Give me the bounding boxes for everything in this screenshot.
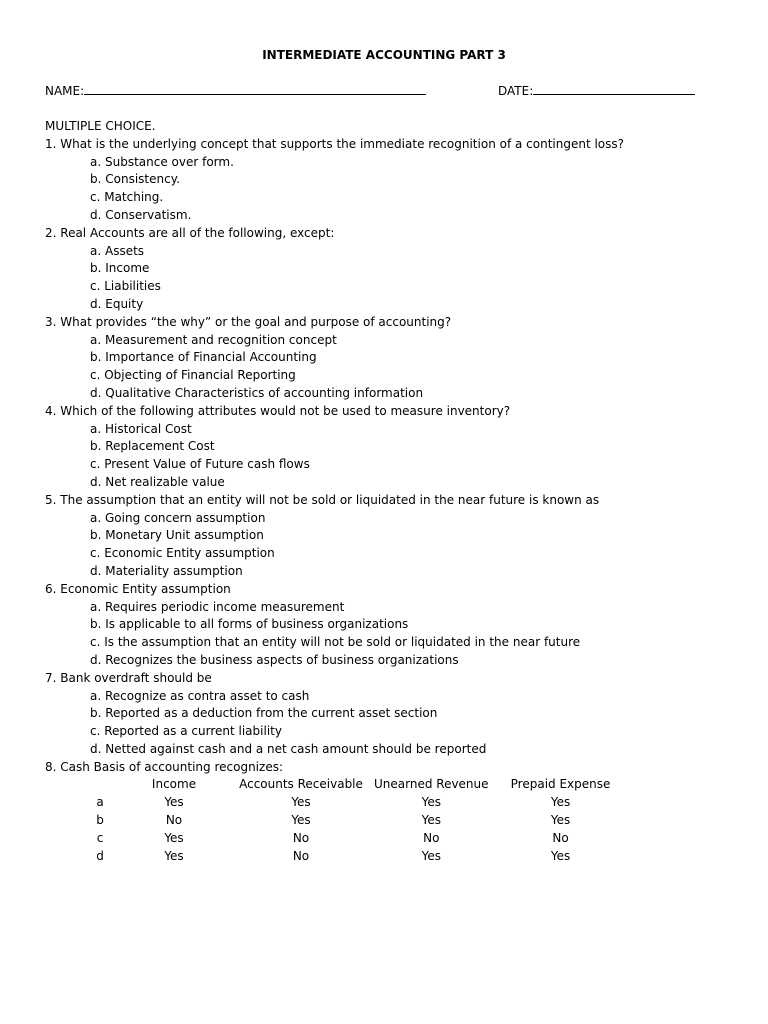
question-text: 7. Bank overdraft should be bbox=[45, 670, 212, 685]
option: a. Assets bbox=[90, 243, 145, 258]
table-header-row bbox=[80, 776, 633, 794]
question-text: 8. Cash Basis of accounting recognizes: bbox=[45, 759, 283, 774]
question-4 bbox=[45, 403, 745, 492]
question-1 bbox=[45, 136, 745, 225]
question-6 bbox=[45, 581, 745, 670]
question-body bbox=[45, 118, 745, 865]
page-title: INTERMEDIATE ACCOUNTING PART 3 bbox=[262, 48, 506, 62]
question-8 bbox=[45, 759, 745, 866]
name-row bbox=[45, 82, 426, 101]
table-row bbox=[80, 848, 633, 866]
table-row bbox=[80, 794, 633, 812]
table-cell: b bbox=[96, 813, 104, 828]
option: d. Netted against cash and a net cash amount should be reported bbox=[90, 741, 487, 756]
table-cell: d bbox=[96, 848, 104, 863]
table-row bbox=[80, 812, 633, 830]
option: c. Reported as a current liability bbox=[90, 724, 282, 739]
option: b. Importance of Financial Accounting bbox=[90, 350, 317, 365]
option: c. Matching. bbox=[90, 190, 164, 205]
table-cell: a bbox=[96, 795, 104, 810]
option: a. Measurement and recognition concept bbox=[90, 332, 337, 347]
option: c. Present Value of Future cash flows bbox=[90, 457, 310, 472]
table-cell: Yes bbox=[164, 848, 184, 863]
date-blank-line[interactable] bbox=[533, 82, 695, 95]
table-cell: No bbox=[292, 830, 310, 845]
option: c. Liabilities bbox=[90, 279, 161, 294]
table-cell: Yes bbox=[291, 795, 311, 810]
option: c. Economic Entity assumption bbox=[90, 546, 275, 561]
option: b. Is applicable to all forms of business organizations bbox=[90, 617, 409, 632]
option: b. Replacement Cost bbox=[90, 439, 215, 454]
option: d. Conservatism. bbox=[90, 207, 192, 222]
question-7 bbox=[45, 670, 745, 759]
question-text: 1. What is the underlying concept that supports the immediate recognition of a contingent loss? bbox=[45, 136, 625, 151]
table-cell: No bbox=[552, 830, 569, 845]
table-cell: Yes bbox=[164, 795, 184, 810]
option: a. Going concern assumption bbox=[90, 510, 266, 525]
table-header: Unearned Revenue bbox=[374, 777, 489, 792]
option: b. Consistency. bbox=[90, 172, 180, 187]
question-3 bbox=[45, 314, 745, 403]
question-text: 3. What provides “the why” or the goal and purpose of accounting? bbox=[45, 314, 452, 329]
option: c. Objecting of Financial Reporting bbox=[90, 368, 296, 383]
answer-table bbox=[80, 776, 633, 865]
option: b. Monetary Unit assumption bbox=[90, 528, 264, 543]
option: d. Materiality assumption bbox=[90, 563, 243, 578]
option: d. Net realizable value bbox=[90, 474, 225, 489]
table-cell: Yes bbox=[421, 813, 441, 828]
question-text: 6. Economic Entity assumption bbox=[45, 581, 231, 596]
question-5 bbox=[45, 492, 745, 581]
table-cell: No bbox=[292, 848, 310, 863]
table-header bbox=[80, 776, 120, 794]
date-label: DATE: bbox=[498, 84, 534, 98]
table-row bbox=[80, 830, 633, 848]
option: d. Qualitative Characteristics of accounting information bbox=[90, 385, 424, 400]
section-title: MULTIPLE CHOICE. bbox=[45, 119, 156, 133]
option: b. Reported as a deduction from the current asset section bbox=[90, 706, 438, 721]
question-text: 4. Which of the following attributes would not be used to measure inventory? bbox=[45, 403, 511, 418]
question-2 bbox=[45, 225, 745, 314]
option: b. Income bbox=[90, 261, 150, 276]
table-header: Accounts Receivable bbox=[239, 777, 363, 792]
option: d. Equity bbox=[90, 296, 144, 311]
table-cell: Yes bbox=[550, 813, 571, 828]
name-blank-line[interactable] bbox=[84, 82, 426, 95]
question-text: 2. Real Accounts are all of the following, except: bbox=[45, 225, 335, 240]
option: a. Historical Cost bbox=[90, 421, 192, 436]
name-label: NAME: bbox=[45, 84, 85, 98]
table-cell: Yes bbox=[164, 830, 184, 845]
option: d. Recognizes the business aspects of business organizations bbox=[90, 652, 459, 667]
table-header: Income bbox=[151, 777, 197, 792]
question-text: 5. The assumption that an entity will not be sold or liquidated in the near future is known as bbox=[45, 492, 600, 507]
table-cell: Yes bbox=[421, 848, 441, 863]
date-row bbox=[498, 82, 695, 101]
table-cell: c bbox=[96, 830, 104, 845]
table-cell: No bbox=[423, 830, 440, 845]
table-cell: Yes bbox=[291, 813, 311, 828]
option: a. Requires periodic income measurement bbox=[90, 599, 345, 614]
table-header: Prepaid Expense bbox=[510, 777, 611, 792]
table-cell: No bbox=[165, 813, 183, 828]
option: c. Is the assumption that an entity will not be sold or liquidated in the near future bbox=[90, 635, 581, 650]
option: a. Recognize as contra asset to cash bbox=[90, 688, 310, 703]
table-cell: Yes bbox=[421, 795, 441, 810]
table-cell: Yes bbox=[550, 848, 571, 863]
option: a. Substance over form. bbox=[90, 154, 234, 169]
table-cell: Yes bbox=[550, 795, 571, 810]
